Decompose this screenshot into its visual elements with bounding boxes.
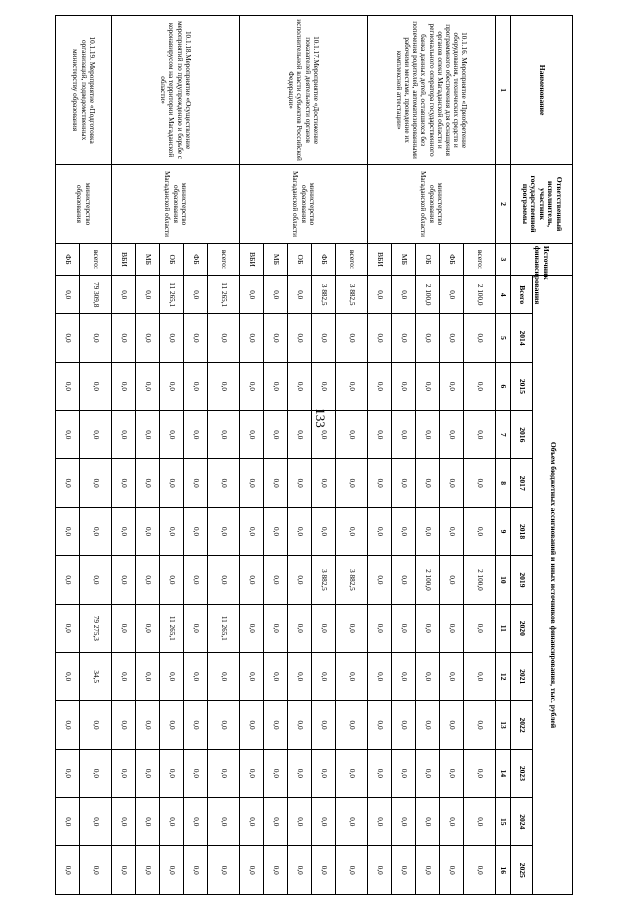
value-cell: 2 100,0 [416,556,440,604]
value-cell: 0,0 [416,749,440,797]
page-number: 133 [313,408,328,428]
total-cell: 2 100,0 [416,276,440,314]
value-cell: 0,0 [56,749,80,797]
value-cell: 0,0 [464,701,496,749]
source-cell: МБ [264,243,288,275]
value-cell: 0,0 [336,604,368,652]
table-row [208,16,240,895]
value-cell: 0,0 [136,411,160,459]
value-cell: 0,0 [80,459,112,507]
value-cell: 0,0 [312,749,336,797]
value-cell: 0,0 [440,459,464,507]
source-cell: МБ [392,243,416,275]
value-cell: 0,0 [464,846,496,895]
value-cell: 0,0 [184,701,208,749]
value-cell: 11 265,1 [160,604,184,652]
value-cell: 79 275,3 [80,604,112,652]
source-cell: ФБ [312,243,336,275]
value-cell: 0,0 [312,701,336,749]
value-cell: 0,0 [368,314,392,362]
value-cell: 0,0 [264,846,288,895]
value-cell: 0,0 [160,846,184,895]
value-cell: 0,0 [440,604,464,652]
value-cell: 0,0 [208,362,240,410]
column-index: 15 [496,798,511,846]
value-cell: 0,0 [208,798,240,846]
value-cell: 0,0 [56,507,80,555]
value-cell: 0,0 [336,749,368,797]
value-cell: 0,0 [56,556,80,604]
total-cell: 0,0 [136,276,160,314]
total-cell: 11 265,1 [208,276,240,314]
value-cell: 0,0 [56,604,80,652]
value-cell: 0,0 [392,507,416,555]
value-cell: 0,0 [464,749,496,797]
total-cell: 0,0 [56,276,80,314]
value-cell: 0,0 [184,314,208,362]
header-year: 2016 [511,411,533,459]
value-cell: 0,0 [264,411,288,459]
total-cell: 0,0 [392,276,416,314]
value-cell: 0,0 [464,314,496,362]
header-name: Наименование [511,16,573,165]
value-cell: 0,0 [368,459,392,507]
value-cell: 0,0 [136,749,160,797]
value-cell: 0,0 [184,459,208,507]
value-cell: 0,0 [392,604,416,652]
table-holder [65,15,573,895]
source-cell: ВБИ [240,243,264,275]
value-cell: 0,0 [288,507,312,555]
source-cell: всего: [464,243,496,275]
value-cell: 0,0 [368,701,392,749]
value-cell: 0,0 [184,846,208,895]
value-cell: 0,0 [160,459,184,507]
value-cell: 0,0 [392,314,416,362]
value-cell: 0,0 [368,604,392,652]
value-cell: 0,0 [136,846,160,895]
activity-name: 10.1.18.Мероприятие «Осуществление мероприятий по предупреждению и борьбе с коронавирусом на территории Магаданской области» [112,16,240,165]
value-cell: 0,0 [112,459,136,507]
value-cell: 0,0 [80,314,112,362]
value-cell: 0,0 [56,846,80,895]
source-cell: ОБ [288,243,312,275]
value-cell: 0,0 [240,362,264,410]
header-source: Источник финансирования [511,243,573,275]
table-row [80,16,112,895]
value-cell: 0,0 [136,362,160,410]
value-cell: 34,5 [80,652,112,700]
value-cell: 0,0 [264,701,288,749]
column-index: 5 [496,314,511,362]
value-cell: 0,0 [288,362,312,410]
value-cell: 0,0 [312,411,336,459]
value-cell: 0,0 [112,507,136,555]
value-cell: 0,0 [240,798,264,846]
value-cell: 0,0 [368,846,392,895]
value-cell: 0,0 [184,749,208,797]
source-cell: ОБ [160,243,184,275]
executor-cell: министерство образования Магаданской области [240,165,368,244]
value-cell: 0,0 [240,507,264,555]
column-index: 1 [496,16,511,165]
value-cell: 0,0 [336,798,368,846]
value-cell: 0,0 [80,362,112,410]
value-cell: 0,0 [440,846,464,895]
value-cell: 0,0 [312,846,336,895]
value-cell: 0,0 [440,362,464,410]
value-cell: 0,0 [312,604,336,652]
column-index: 9 [496,507,511,555]
activity-name: 10.1.19. Мероприятие «Подготовка организаций, подведомственных министерству образования [56,16,112,165]
value-cell: 0,0 [288,701,312,749]
value-cell: 0,0 [112,749,136,797]
value-cell: 0,0 [208,507,240,555]
value-cell: 0,0 [240,314,264,362]
value-cell: 0,0 [136,798,160,846]
value-cell: 0,0 [56,411,80,459]
value-cell: 0,0 [336,507,368,555]
value-cell: 0,0 [392,652,416,700]
value-cell: 0,0 [464,362,496,410]
value-cell: 0,0 [464,507,496,555]
value-cell: 0,0 [416,604,440,652]
value-cell: 0,0 [440,507,464,555]
value-cell: 0,0 [440,314,464,362]
value-cell: 0,0 [440,556,464,604]
column-index: 3 [496,243,511,275]
value-cell: 0,0 [440,652,464,700]
value-cell: 0,0 [336,411,368,459]
header-year: 2022 [511,701,533,749]
value-cell: 0,0 [264,459,288,507]
column-index: 4 [496,276,511,314]
column-index: 16 [496,846,511,895]
value-cell: 0,0 [56,798,80,846]
value-cell: 0,0 [240,846,264,895]
value-cell: 0,0 [312,798,336,846]
source-cell: ФБ [440,243,464,275]
executor-cell: министерство образования Магаданской области [112,165,240,244]
value-cell: 0,0 [392,846,416,895]
value-cell: 0,0 [112,604,136,652]
activity-name: 10.1.17.Мероприятие «Достижение показателей деятельности органов исполнительной власти субъектов Российской Федерации» [240,16,368,165]
value-cell: 0,0 [160,411,184,459]
value-cell: 0,0 [160,362,184,410]
activity-name: 10.1.16. Мероприятие «Приобретение оборудования, технических средств и программного обеспечения для оснащения органов опеки Магаданской области и регионального оператора государственного банка данных детей, оставшихся без попечения родителей, автоматизированными рабочими местами, проведение их комплексной аттестации» [368,16,496,165]
value-cell: 0,0 [264,362,288,410]
value-cell: 0,0 [392,556,416,604]
column-index: 11 [496,604,511,652]
value-cell: 0,0 [56,362,80,410]
value-cell: 0,0 [288,798,312,846]
header-year: 2015 [511,362,533,410]
value-cell: 0,0 [416,459,440,507]
value-cell: 0,0 [160,507,184,555]
header-total: Всего [511,276,533,314]
executor-cell: министерство образования [56,165,112,244]
column-index: 14 [496,749,511,797]
value-cell: 11 265,1 [208,604,240,652]
value-cell: 0,0 [208,314,240,362]
total-cell: 0,0 [368,276,392,314]
value-cell: 0,0 [392,798,416,846]
total-cell: 0,0 [240,276,264,314]
value-cell: 0,0 [264,507,288,555]
value-cell: 0,0 [80,749,112,797]
value-cell: 0,0 [160,701,184,749]
value-cell: 0,0 [208,459,240,507]
value-cell: 0,0 [240,459,264,507]
value-cell: 0,0 [208,846,240,895]
header-executor: Ответственный исполнитель, участник государственной программы [511,165,573,244]
value-cell: 0,0 [312,652,336,700]
value-cell: 0,0 [336,459,368,507]
value-cell: 0,0 [440,749,464,797]
source-cell: ВБИ [368,243,392,275]
value-cell: 0,0 [208,556,240,604]
value-cell: 0,0 [336,362,368,410]
value-cell: 0,0 [184,556,208,604]
value-cell: 0,0 [184,604,208,652]
value-cell: 0,0 [464,798,496,846]
value-cell: 0,0 [368,411,392,459]
value-cell: 0,0 [80,798,112,846]
value-cell: 0,0 [368,507,392,555]
value-cell: 0,0 [160,749,184,797]
value-cell: 0,0 [240,604,264,652]
value-cell: 0,0 [240,411,264,459]
header-year: 2023 [511,749,533,797]
value-cell: 0,0 [392,749,416,797]
value-cell: 0,0 [264,798,288,846]
value-cell: 0,0 [416,701,440,749]
value-cell: 0,0 [392,459,416,507]
header-year: 2019 [511,556,533,604]
total-cell: 3 882,5 [312,276,336,314]
value-cell: 0,0 [240,749,264,797]
value-cell: 0,0 [80,846,112,895]
value-cell: 0,0 [112,556,136,604]
source-cell: ОБ [416,243,440,275]
total-cell: 0,0 [264,276,288,314]
value-cell: 0,0 [288,749,312,797]
value-cell: 0,0 [440,411,464,459]
value-cell: 0,0 [392,362,416,410]
value-cell: 0,0 [288,459,312,507]
value-cell: 0,0 [208,652,240,700]
value-cell: 0,0 [112,314,136,362]
value-cell: 0,0 [80,556,112,604]
value-cell: 0,0 [336,701,368,749]
value-cell: 0,0 [112,411,136,459]
value-cell: 0,0 [368,652,392,700]
value-cell: 0,0 [184,652,208,700]
value-cell: 0,0 [184,507,208,555]
value-cell: 0,0 [368,798,392,846]
value-cell: 0,0 [312,362,336,410]
value-cell: 0,0 [464,411,496,459]
value-cell: 0,0 [464,459,496,507]
value-cell: 0,0 [240,652,264,700]
value-cell: 0,0 [136,556,160,604]
value-cell: 0,0 [56,701,80,749]
header-year: 2017 [511,459,533,507]
value-cell: 0,0 [312,459,336,507]
header-year: 2020 [511,604,533,652]
header-year: 2025 [511,846,533,895]
value-cell: 0,0 [136,507,160,555]
value-cell: 0,0 [136,459,160,507]
rotated-page [65,15,573,895]
value-cell: 0,0 [208,749,240,797]
value-cell: 0,0 [136,652,160,700]
value-cell: 0,0 [416,507,440,555]
value-cell: 0,0 [264,749,288,797]
value-cell: 0,0 [336,846,368,895]
value-cell: 0,0 [184,798,208,846]
value-cell: 0,0 [56,459,80,507]
source-cell: всего: [80,243,112,275]
value-cell: 0,0 [264,556,288,604]
header-funding: Объем бюджетных ассигнований и иных источников финансирования, тыс. рублей [533,276,573,895]
source-cell: ФБ [184,243,208,275]
value-cell: 0,0 [288,314,312,362]
value-cell: 0,0 [80,507,112,555]
column-index: 6 [496,362,511,410]
value-cell: 0,0 [112,362,136,410]
source-cell: МБ [136,243,160,275]
funding-table [55,15,573,895]
value-cell: 3 882,5 [336,556,368,604]
column-index: 13 [496,701,511,749]
value-cell: 0,0 [440,798,464,846]
value-cell: 0,0 [288,846,312,895]
value-cell: 0,0 [80,411,112,459]
value-cell: 0,0 [416,314,440,362]
value-cell: 0,0 [416,798,440,846]
value-cell: 0,0 [80,701,112,749]
value-cell: 0,0 [288,556,312,604]
column-index: 12 [496,652,511,700]
value-cell: 0,0 [392,411,416,459]
value-cell: 0,0 [112,798,136,846]
value-cell: 0,0 [392,701,416,749]
value-cell: 0,0 [264,652,288,700]
total-cell: 11 265,1 [160,276,184,314]
value-cell: 0,0 [240,556,264,604]
value-cell: 0,0 [160,314,184,362]
value-cell: 0,0 [312,507,336,555]
source-cell: всего: [208,243,240,275]
value-cell: 0,0 [464,652,496,700]
value-cell: 0,0 [288,411,312,459]
value-cell: 0,0 [112,701,136,749]
value-cell: 0,0 [464,604,496,652]
column-index: 2 [496,165,511,244]
source-cell: ФБ [56,243,80,275]
header-year: 2024 [511,798,533,846]
value-cell: 0,0 [312,314,336,362]
column-index: 10 [496,556,511,604]
value-cell: 0,0 [184,411,208,459]
table-row [464,16,496,895]
value-cell: 0,0 [368,749,392,797]
value-cell: 0,0 [208,411,240,459]
value-cell: 0,0 [56,652,80,700]
value-cell: 0,0 [184,362,208,410]
total-cell: 0,0 [440,276,464,314]
value-cell: 0,0 [160,798,184,846]
value-cell: 0,0 [416,362,440,410]
value-cell: 0,0 [136,314,160,362]
value-cell: 0,0 [416,652,440,700]
header-year: 2018 [511,507,533,555]
value-cell: 0,0 [336,652,368,700]
value-cell: 0,0 [136,701,160,749]
header-year: 2021 [511,652,533,700]
column-index: 8 [496,459,511,507]
executor-cell: министерство образования Магаданской области [368,165,496,244]
total-cell: 79 309,8 [80,276,112,314]
value-cell: 0,0 [240,701,264,749]
source-cell: ВБИ [112,243,136,275]
total-cell: 0,0 [184,276,208,314]
value-cell: 0,0 [416,846,440,895]
value-cell: 0,0 [264,604,288,652]
table-header [496,16,573,895]
value-cell: 0,0 [56,314,80,362]
table-row [336,16,368,895]
total-cell: 0,0 [112,276,136,314]
total-cell: 2 100,0 [464,276,496,314]
value-cell: 0,0 [112,846,136,895]
value-cell: 0,0 [288,604,312,652]
column-index: 7 [496,411,511,459]
value-cell: 0,0 [160,652,184,700]
value-cell: 3 882,5 [312,556,336,604]
value-cell: 0,0 [160,556,184,604]
total-cell: 0,0 [288,276,312,314]
source-cell: всего: [336,243,368,275]
value-cell: 0,0 [368,362,392,410]
total-cell: 3 882,5 [336,276,368,314]
value-cell: 0,0 [368,556,392,604]
value-cell: 0,0 [136,604,160,652]
value-cell: 2 100,0 [464,556,496,604]
header-year: 2014 [511,314,533,362]
value-cell: 0,0 [288,652,312,700]
table-body [56,16,496,895]
value-cell: 0,0 [208,701,240,749]
value-cell: 0,0 [336,314,368,362]
value-cell: 0,0 [112,652,136,700]
value-cell: 0,0 [440,701,464,749]
value-cell: 0,0 [416,411,440,459]
value-cell: 0,0 [264,314,288,362]
